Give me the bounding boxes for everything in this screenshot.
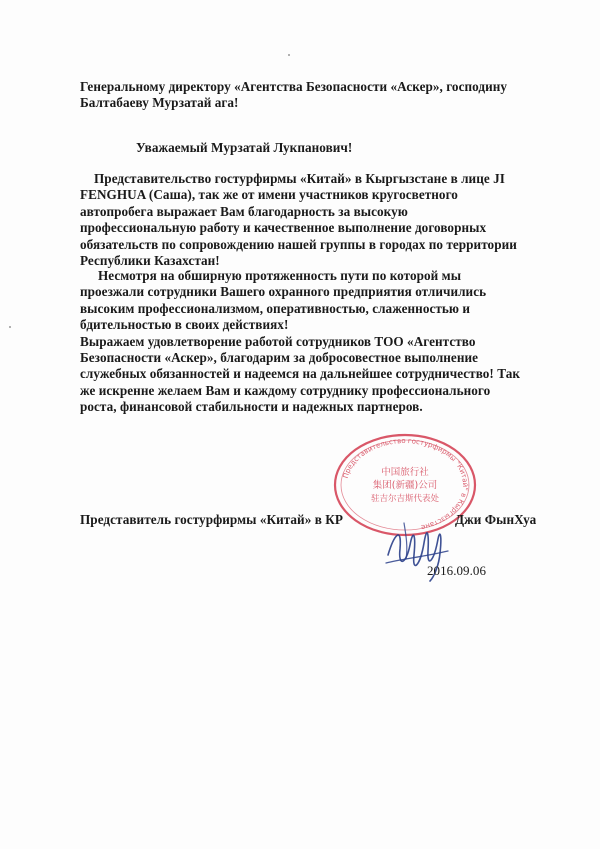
stamp-center-line: 中国旅行社 [381, 467, 429, 478]
letter-date: 2016.09.06 [427, 563, 486, 578]
stamp-center-line: 集团(新疆)公司 [372, 480, 438, 491]
salutation: Уважаемый Мурзатай Лукпанович! [136, 140, 353, 155]
paragraph-line: служебных обязанностей и надеемся на дальнейшее сотрудничество! Так [80, 366, 521, 382]
scan-speck [9, 326, 11, 328]
paragraph-line: профессиональную работу и качественное выполнение договорных [80, 220, 487, 236]
paragraph-line: роста, финансовой стабильности и надежных партнеров. [80, 399, 423, 415]
scan-speck [288, 54, 290, 56]
paragraph-line: Республики Казахстан! [80, 253, 220, 269]
paragraph-line: автопробега выражает Вам благодарность за высокую [80, 203, 408, 219]
addressee-block [80, 79, 560, 112]
paragraph-line: проезжали сотрудники Вашего охранного предприятия отличились [80, 284, 487, 300]
paragraph-appreciation [80, 268, 550, 416]
addressee-line: Балтабаеву Мурзатай ага! [80, 95, 239, 111]
paragraph-line: Выражаем удовлетворение работой сотрудников ТОО «Агентство [80, 333, 476, 349]
paragraph-line: Несмотря на обширную протяженность пути по которой мы [98, 268, 462, 283]
paragraph-line: Представительство гостурфирмы «Китай» в Кыргызстане в лице JI [94, 171, 505, 186]
stamp-center-line: 驻吉尔吉斯代表处 [370, 494, 440, 504]
signer-name: Джи ФынХуа [455, 512, 537, 527]
stamp-outer-text: Представительство гостурфирмы "Китай" в Кыргызстане [341, 436, 470, 532]
paragraph-line: же искренне желаем Вам и каждому сотруднику профессионального [80, 382, 491, 398]
paragraph-line: обязательств по сопровождению нашей группы в городах по территории [80, 236, 517, 252]
paragraph-line: Безопасности «Аскер», благодарим за добросовестное выполнение [80, 350, 479, 366]
paragraph-line: FENGHUA (Саша), так же от имени участников кругосветного [80, 187, 458, 203]
signer-title: Представитель гостурфирмы «Китай» в КР [80, 512, 343, 527]
paragraph-line: бдительностью в своих действиях! [80, 317, 289, 333]
paragraph-gratitude [80, 171, 540, 269]
addressee-line: Генеральному директору «Агентства Безопасности «Аскер», господину [80, 79, 508, 94]
paragraph-line: высоким профессионализмом, оперативностью, слаженностью и [80, 300, 471, 316]
